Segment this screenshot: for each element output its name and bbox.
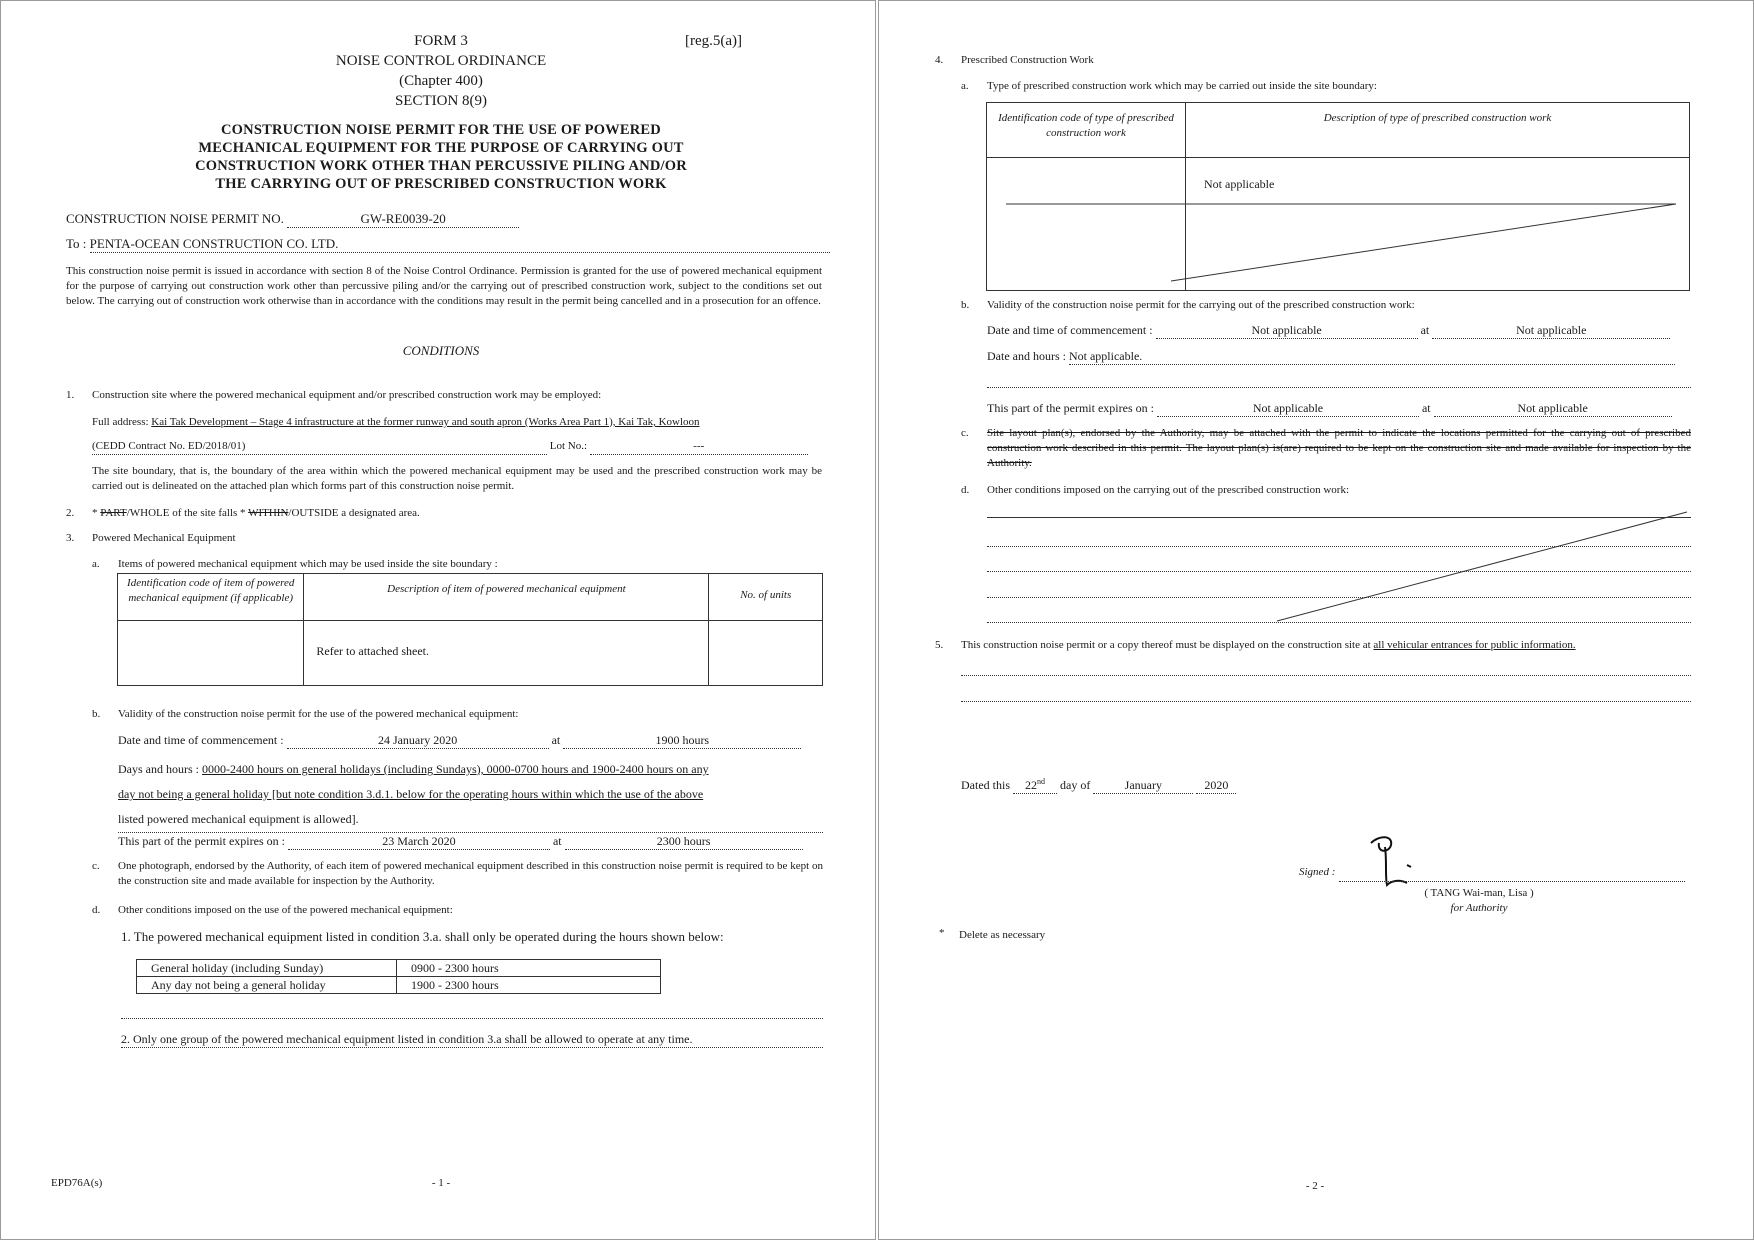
at-label: at	[552, 834, 562, 848]
dotted-line	[961, 675, 1691, 676]
condition-4b-letter: b.	[961, 299, 970, 311]
condition-4c-letter: c.	[961, 427, 969, 439]
condition-4-text: Prescribed Construction Work	[961, 54, 1094, 66]
permit-page-2	[878, 0, 1754, 1240]
pme-commencement-row	[118, 732, 823, 749]
page-number: - 2 -	[1305, 1180, 1325, 1192]
dated-day-field	[1013, 774, 1057, 794]
condition-3c-text: One photograph, endorsed by the Authority, of each item of powered mechanical equipment described in this construction noise permit is required to be kept on the construction site and made available for inspection by the Authority.	[118, 860, 823, 887]
signed-label: Signed :	[1299, 866, 1336, 878]
expiry-time: 2300 hours	[565, 833, 803, 850]
regulation-reference: [reg.5(a)]	[685, 33, 743, 49]
table-row	[137, 960, 661, 977]
pcw-cell-description: Not applicable	[1186, 158, 1690, 291]
permit-page-1	[0, 0, 876, 1240]
title-line: CONSTRUCTION NOISE PERMIT FOR THE USE OF POWERED	[221, 122, 661, 138]
expiry-time: Not applicable	[1434, 400, 1672, 417]
recipient-row	[66, 235, 830, 253]
days-hours-line-3: listed powered mechanical equipment is allowed].	[118, 807, 823, 833]
table-row	[137, 977, 661, 994]
pme-header-units: No. of units	[709, 574, 823, 621]
days-hours-label: Days and hours :	[118, 762, 199, 776]
table-row	[987, 103, 1690, 158]
table-row	[118, 574, 823, 621]
table-row	[118, 621, 823, 686]
recipient-name: PENTA-OCEAN CONSTRUCTION CO. LTD.	[90, 235, 830, 253]
permit-number-row	[66, 210, 519, 228]
days-hours-line-1: 0000-2400 hours on general holidays (including Sundays), 0000-0700 hours and 1900-2400 hours on any	[202, 762, 709, 776]
permit-number: GW-RE0039-20	[287, 210, 519, 228]
form-code: EPD76A(s)	[51, 1177, 103, 1189]
condition-1-text: Construction site where the powered mechanical equipment and/or prescribed construction work may be employed:	[92, 389, 602, 401]
days-hours-label: Date and hours :	[987, 349, 1066, 363]
title-line: CONSTRUCTION WORK OTHER THAN PERCUSSIVE PILING AND/OR	[195, 158, 687, 174]
hours-table-day: General holiday (including Sunday)	[137, 960, 397, 977]
pcw-header-code: Identification code of type of prescribed construction work	[987, 103, 1186, 158]
signer-name: ( TANG Wai-man, Lisa )	[1424, 887, 1534, 899]
footnote-mark: *	[939, 927, 945, 939]
condition-3-text: Powered Mechanical Equipment	[92, 532, 236, 544]
for-authority: for Authority	[1450, 902, 1508, 914]
condition-3d-letter: d.	[92, 904, 101, 916]
dotted-line	[961, 701, 1691, 702]
commencement-label: Date and time of commencement :	[987, 323, 1153, 337]
full-address-line-2-row	[92, 439, 822, 455]
signature-line	[1339, 881, 1685, 882]
lot-number: ---	[590, 439, 808, 455]
not-applicable-strike	[986, 191, 1692, 286]
commencement-date: 24 January 2020	[287, 732, 549, 749]
condition-3d2-text: 2. Only one group of the powered mechanical equipment listed in condition 3.a shall be allowed to operate at any time.	[121, 1031, 823, 1048]
full-address-line-2: (CEDD Contract No. ED/2018/01)	[92, 439, 547, 455]
part-struck: PART	[100, 507, 127, 519]
dated-year: 2020	[1196, 777, 1236, 794]
recipient-label: To :	[66, 236, 87, 251]
expiry-date: Not applicable	[1157, 400, 1419, 417]
condition-3d-text: Other conditions imposed on the use of the powered mechanical equipment:	[118, 904, 453, 916]
signature-stroke	[1371, 837, 1411, 885]
pcw-days-hours-row	[987, 348, 1691, 365]
pme-header-description: Description of item of powered mechanical equipment	[304, 574, 709, 621]
at-label: at	[1421, 401, 1431, 415]
condition-2-mid: /WHOLE of the site falls *	[126, 507, 249, 519]
pcw-header-description: Description of type of prescribed construction work	[1186, 103, 1690, 158]
strike-diagonal	[1171, 204, 1676, 281]
condition-4c-text-struck: Site layout plan(s), endorsed by the Authority, may be attached with the permit to indicate the locations permitted for the carrying out of prescribed construction work described in this permit. The layout plan(s) is(are) required to be kept on the construction site and made available for inspection by the Authority.	[987, 427, 1691, 469]
intro-paragraph: This construction noise permit is issued in accordance with section 8 of the Noise Control Ordinance. Permission is granted for the use of powered mechanical equipment for the purpose of carrying out construction work other than percussive piling and/or the carrying out of prescribed construction work, subject to the conditions set out below. The carrying out of construction work otherwise than in accordance with the conditions may result in the permit being cancelled and in a prosecution for an offence.	[66, 265, 822, 307]
at-label: at	[1420, 323, 1430, 337]
pme-expiry-row	[118, 833, 823, 850]
pcw-expiry-row	[987, 400, 1691, 417]
expiry-date: 23 March 2020	[288, 833, 550, 850]
operating-hours-table	[136, 959, 661, 994]
pcw-commencement-row	[987, 322, 1691, 339]
condition-4a-letter: a.	[961, 80, 969, 92]
pme-cell-description: Refer to attached sheet.	[304, 621, 709, 686]
form-number: FORM 3	[414, 33, 468, 49]
dated-label: Dated this	[961, 778, 1010, 792]
dated-day: 22	[1025, 778, 1037, 792]
condition-5-text	[961, 638, 1691, 653]
condition-3d1-text: 1. The powered mechanical equipment listed in condition 3.a. shall only be operated during the hours shown below:	[121, 929, 724, 944]
condition-5-text-b: all vehicular entrances for public information.	[1373, 639, 1576, 651]
condition-4-number: 4.	[935, 54, 944, 66]
dotted-line	[987, 387, 1691, 388]
conditions-heading: CONDITIONS	[402, 343, 480, 358]
dated-month: January	[1093, 777, 1193, 794]
other-conditions-strike	[987, 506, 1693, 626]
pme-cell-units	[709, 621, 823, 686]
condition-4a-text: Type of prescribed construction work which may be carried out inside the site boundary:	[987, 80, 1377, 92]
dated-row	[961, 774, 1236, 794]
chapter: (Chapter 400)	[399, 73, 483, 89]
condition-3d2-row	[121, 1031, 823, 1048]
day-of-label: day of	[1060, 778, 1091, 792]
full-address-line-1: Kai Tak Development – Stage 4 infrastructure at the former runway and south apron (Works Area Part 1), Kai Tak, Kowloon	[151, 416, 700, 428]
commencement-time: 1900 hours	[563, 732, 801, 749]
condition-3-number: 3.	[66, 532, 75, 544]
ordinance-name: NOISE CONTROL ORDINANCE	[335, 53, 547, 69]
condition-4d-letter: d.	[961, 484, 970, 496]
pme-cell-code	[118, 621, 304, 686]
commencement-time: Not applicable	[1432, 322, 1670, 339]
pme-days-hours	[118, 757, 823, 833]
condition-5-text-a: This construction noise permit or a copy thereof must be displayed on the construction site at	[961, 639, 1374, 651]
commencement-label: Date and time of commencement :	[118, 733, 284, 747]
days-hours-value: Not applicable.	[1069, 348, 1675, 365]
full-address-label: Full address:	[92, 416, 149, 428]
expiry-label: This part of the permit expires on :	[987, 401, 1154, 415]
hours-table-hours: 1900 - 2300 hours	[397, 977, 661, 994]
title-line: THE CARRYING OUT OF PRESCRIBED CONSTRUCTION WORK	[215, 176, 667, 192]
condition-4d-text: Other conditions imposed on the carrying out of the prescribed construction work:	[987, 484, 1349, 496]
condition-3b-text: Validity of the construction noise permit for the use of the powered mechanical equipment:	[118, 708, 519, 720]
site-boundary-text: The site boundary, that is, the boundary of the area within which the powered mechanical equipment may be used and the prescribed construction work may be carried out is delineated on the attached plan which forms part of this construction noise permit.	[92, 465, 822, 492]
expiry-label: This part of the permit expires on :	[118, 834, 285, 848]
dated-day-suffix: nd	[1037, 777, 1045, 786]
at-label: at	[551, 733, 561, 747]
section: SECTION 8(9)	[394, 93, 488, 109]
condition-2-star: *	[92, 507, 101, 519]
hours-table-day: Any day not being a general holiday	[137, 977, 397, 994]
title-line: MECHANICAL EQUIPMENT FOR THE PURPOSE OF CARRYING OUT	[198, 140, 684, 156]
footnote-text: Delete as necessary	[959, 929, 1046, 941]
dotted-line	[121, 1018, 823, 1019]
pme-header-code: Identification code of item of powered mechanical equipment (if applicable)	[118, 574, 304, 621]
condition-2-text	[92, 506, 420, 521]
condition-2-end: /OUTSIDE a designated area.	[288, 507, 420, 519]
full-address-row	[92, 415, 822, 430]
commencement-date: Not applicable	[1156, 322, 1418, 339]
permit-number-label: CONSTRUCTION NOISE PERMIT NO.	[66, 211, 284, 226]
strike-diagonal	[1277, 512, 1687, 621]
page-number: - 1 -	[431, 1177, 451, 1189]
pme-table	[117, 573, 823, 686]
condition-3a-letter: a.	[92, 558, 100, 570]
hours-table-hours: 0900 - 2300 hours	[397, 960, 661, 977]
within-struck: WITHIN	[248, 507, 289, 519]
condition-2-number: 2.	[66, 507, 75, 519]
days-hours-line-2: day not being a general holiday [but note condition 3.d.1. below for the operating hours within which the use of the above	[118, 787, 704, 801]
condition-4b-text: Validity of the construction noise permit for the carrying out of the prescribed construction work:	[987, 299, 1415, 311]
condition-3b-letter: b.	[92, 708, 101, 720]
lot-label: Lot No.:	[549, 440, 588, 452]
condition-3a-text: Items of powered mechanical equipment which may be used inside the site boundary :	[118, 558, 498, 570]
condition-3c-letter: c.	[92, 860, 100, 872]
condition-5-number: 5.	[935, 639, 944, 651]
condition-1-number: 1.	[66, 389, 75, 401]
permit-title	[131, 121, 751, 193]
